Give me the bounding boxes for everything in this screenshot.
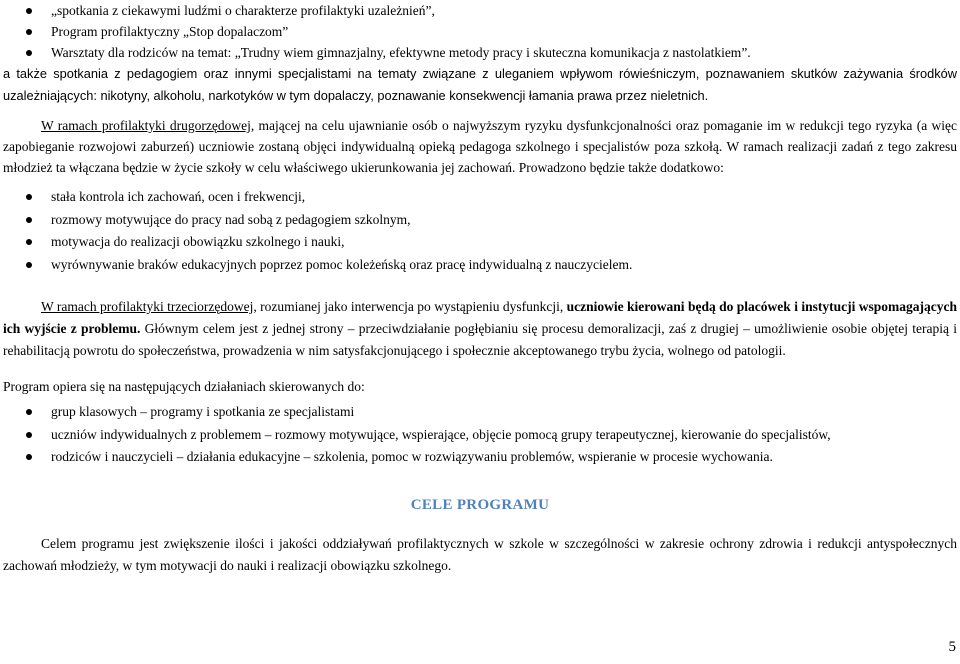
bullet-icon (26, 409, 32, 415)
paragraph-continuation: a także spotkania z pedagogiem oraz innymi specjalistami na tematy związane z uleganiem wpływom rówieśniczym, poznawaniem skutków zażywania środków uzależniających: nikotyny, alkoholu, narkotyków w tym dopalaczy, poznawanie konsekwencji łamania prawa przez nieletnich. (3, 66, 957, 103)
tertiary-text: , rozumianej jako interwencja po wystąpieniu dysfunkcji, (253, 299, 567, 314)
top-bullet-list (3, 0, 957, 63)
list-item-text: Program profilaktyczny „Stop dopalaczom” (51, 24, 289, 39)
secondary-bullet-list (3, 186, 957, 276)
actions-bullet-list (3, 401, 957, 469)
bullet-icon (26, 8, 32, 14)
list-item-text: motywacja do realizacji obowiązku szkolnego i nauki, (51, 234, 345, 249)
tertiary-bold-text: uczniowie kierowani będą do placówek i instytucji wspomagających ich wyjście z problemu. (3, 299, 957, 336)
list-item (3, 254, 957, 277)
bullet-icon (26, 29, 32, 35)
list-item (3, 209, 957, 232)
secondary-prevention-paragraph (3, 115, 957, 178)
actions-intro: Program opiera się na następujących działaniach skierowanych do: (3, 379, 365, 394)
list-item-text: stała kontrola ich zachowań, ocen i frekwencji, (51, 189, 306, 204)
list-item (3, 186, 957, 209)
document-page (3, 0, 957, 577)
tertiary-prevention-paragraph (3, 296, 957, 362)
bullet-icon (26, 217, 32, 223)
list-item-text: uczniów indywidualnych z problemem – rozmowy motywujące, wspierające, objęcie pomocą grupy terapeutycznej, kierowanie do specjalistów, (51, 426, 831, 442)
bullet-icon (26, 50, 32, 56)
goals-paragraph: Celem programu jest zwiększenie ilości i jakości oddziaływań profilaktycznych w szkole w szczególności w zakresie ochrony zdrowia i redukcji antyspołecznych zachowań młodzieży, w tym motywacji do nauki i realizacji obowiązku szkolnego. (3, 535, 957, 573)
secondary-prevention-text: , mającej na celu ujawnianie osób o najwyższym ryzyku dysfunkcjonalności oraz pomaganie im w redukcji tego ryzyka (a więc zapobieganie rozwojowi zaburzeń) uczniowie zostaną objęci indywidualną opieką pedagoga szkolnego i specjalistów poza szkołą. W ramach realizacji zadań z tego zakresu młodzież ta włączana będzie w życie szkoły w celu właściwego ukierunkowania jej zachowań. Prowadzono będzie także dodatkowo: (3, 118, 957, 175)
bullet-icon (26, 194, 32, 200)
list-item-text: rozmowy motywujące do pracy nad sobą z pedagogiem szkolnym, (51, 211, 411, 227)
list-item-text: rodziców i nauczycieli – działania edukacyjne – szkolenia, pomoc w rozwiązywaniu problemów, wspieranie w procesie wychowania. (51, 449, 773, 464)
section-heading: CELE PROGRAMU (410, 496, 550, 513)
list-item (3, 231, 957, 254)
list-item (3, 424, 957, 447)
list-item-text: Warsztaty dla rodziców na temat: „Trudny wiem gimnazjalny, efektywne metody pracy i skuteczna komunikacja z nastolatkiem”. (51, 45, 751, 60)
tertiary-text-continued: Głównym celem jest z jednej strony – przeciwdziałanie pogłębianiu się procesu demoralizacji, zaś z drugiej – umożliwienie osobie objętej terapią i rehabilitacją powrotu do społeczeństwa, prowadzenia w nim satysfakcjonującego i społecznie akceptowanego trybu życia, wolnego od patologii. (3, 321, 957, 358)
list-item (3, 446, 957, 469)
bullet-icon (26, 454, 32, 460)
tertiary-prevention-heading: W ramach profilaktyki trzeciorzędowej (41, 299, 254, 314)
list-item-text: grup klasowych – programy i spotkania ze specjalistami (51, 404, 355, 419)
list-item (3, 0, 957, 21)
list-item-text: wyrównywanie braków edukacyjnych poprzez pomoc koleżeńską oraz pracę indywidualną z nauczycielem. (51, 256, 633, 272)
bullet-icon (26, 432, 32, 438)
bullet-icon (26, 239, 32, 245)
secondary-prevention-heading: W ramach profilaktyki drugorzędowej (41, 118, 251, 133)
page-number: 5 (948, 639, 956, 655)
list-item (3, 42, 957, 63)
list-item-text: „spotkania z ciekawymi ludźmi o charakterze profilaktyki uzależnień”, (51, 3, 435, 18)
list-item (3, 21, 957, 42)
bullet-icon (26, 262, 32, 268)
list-item (3, 401, 957, 424)
